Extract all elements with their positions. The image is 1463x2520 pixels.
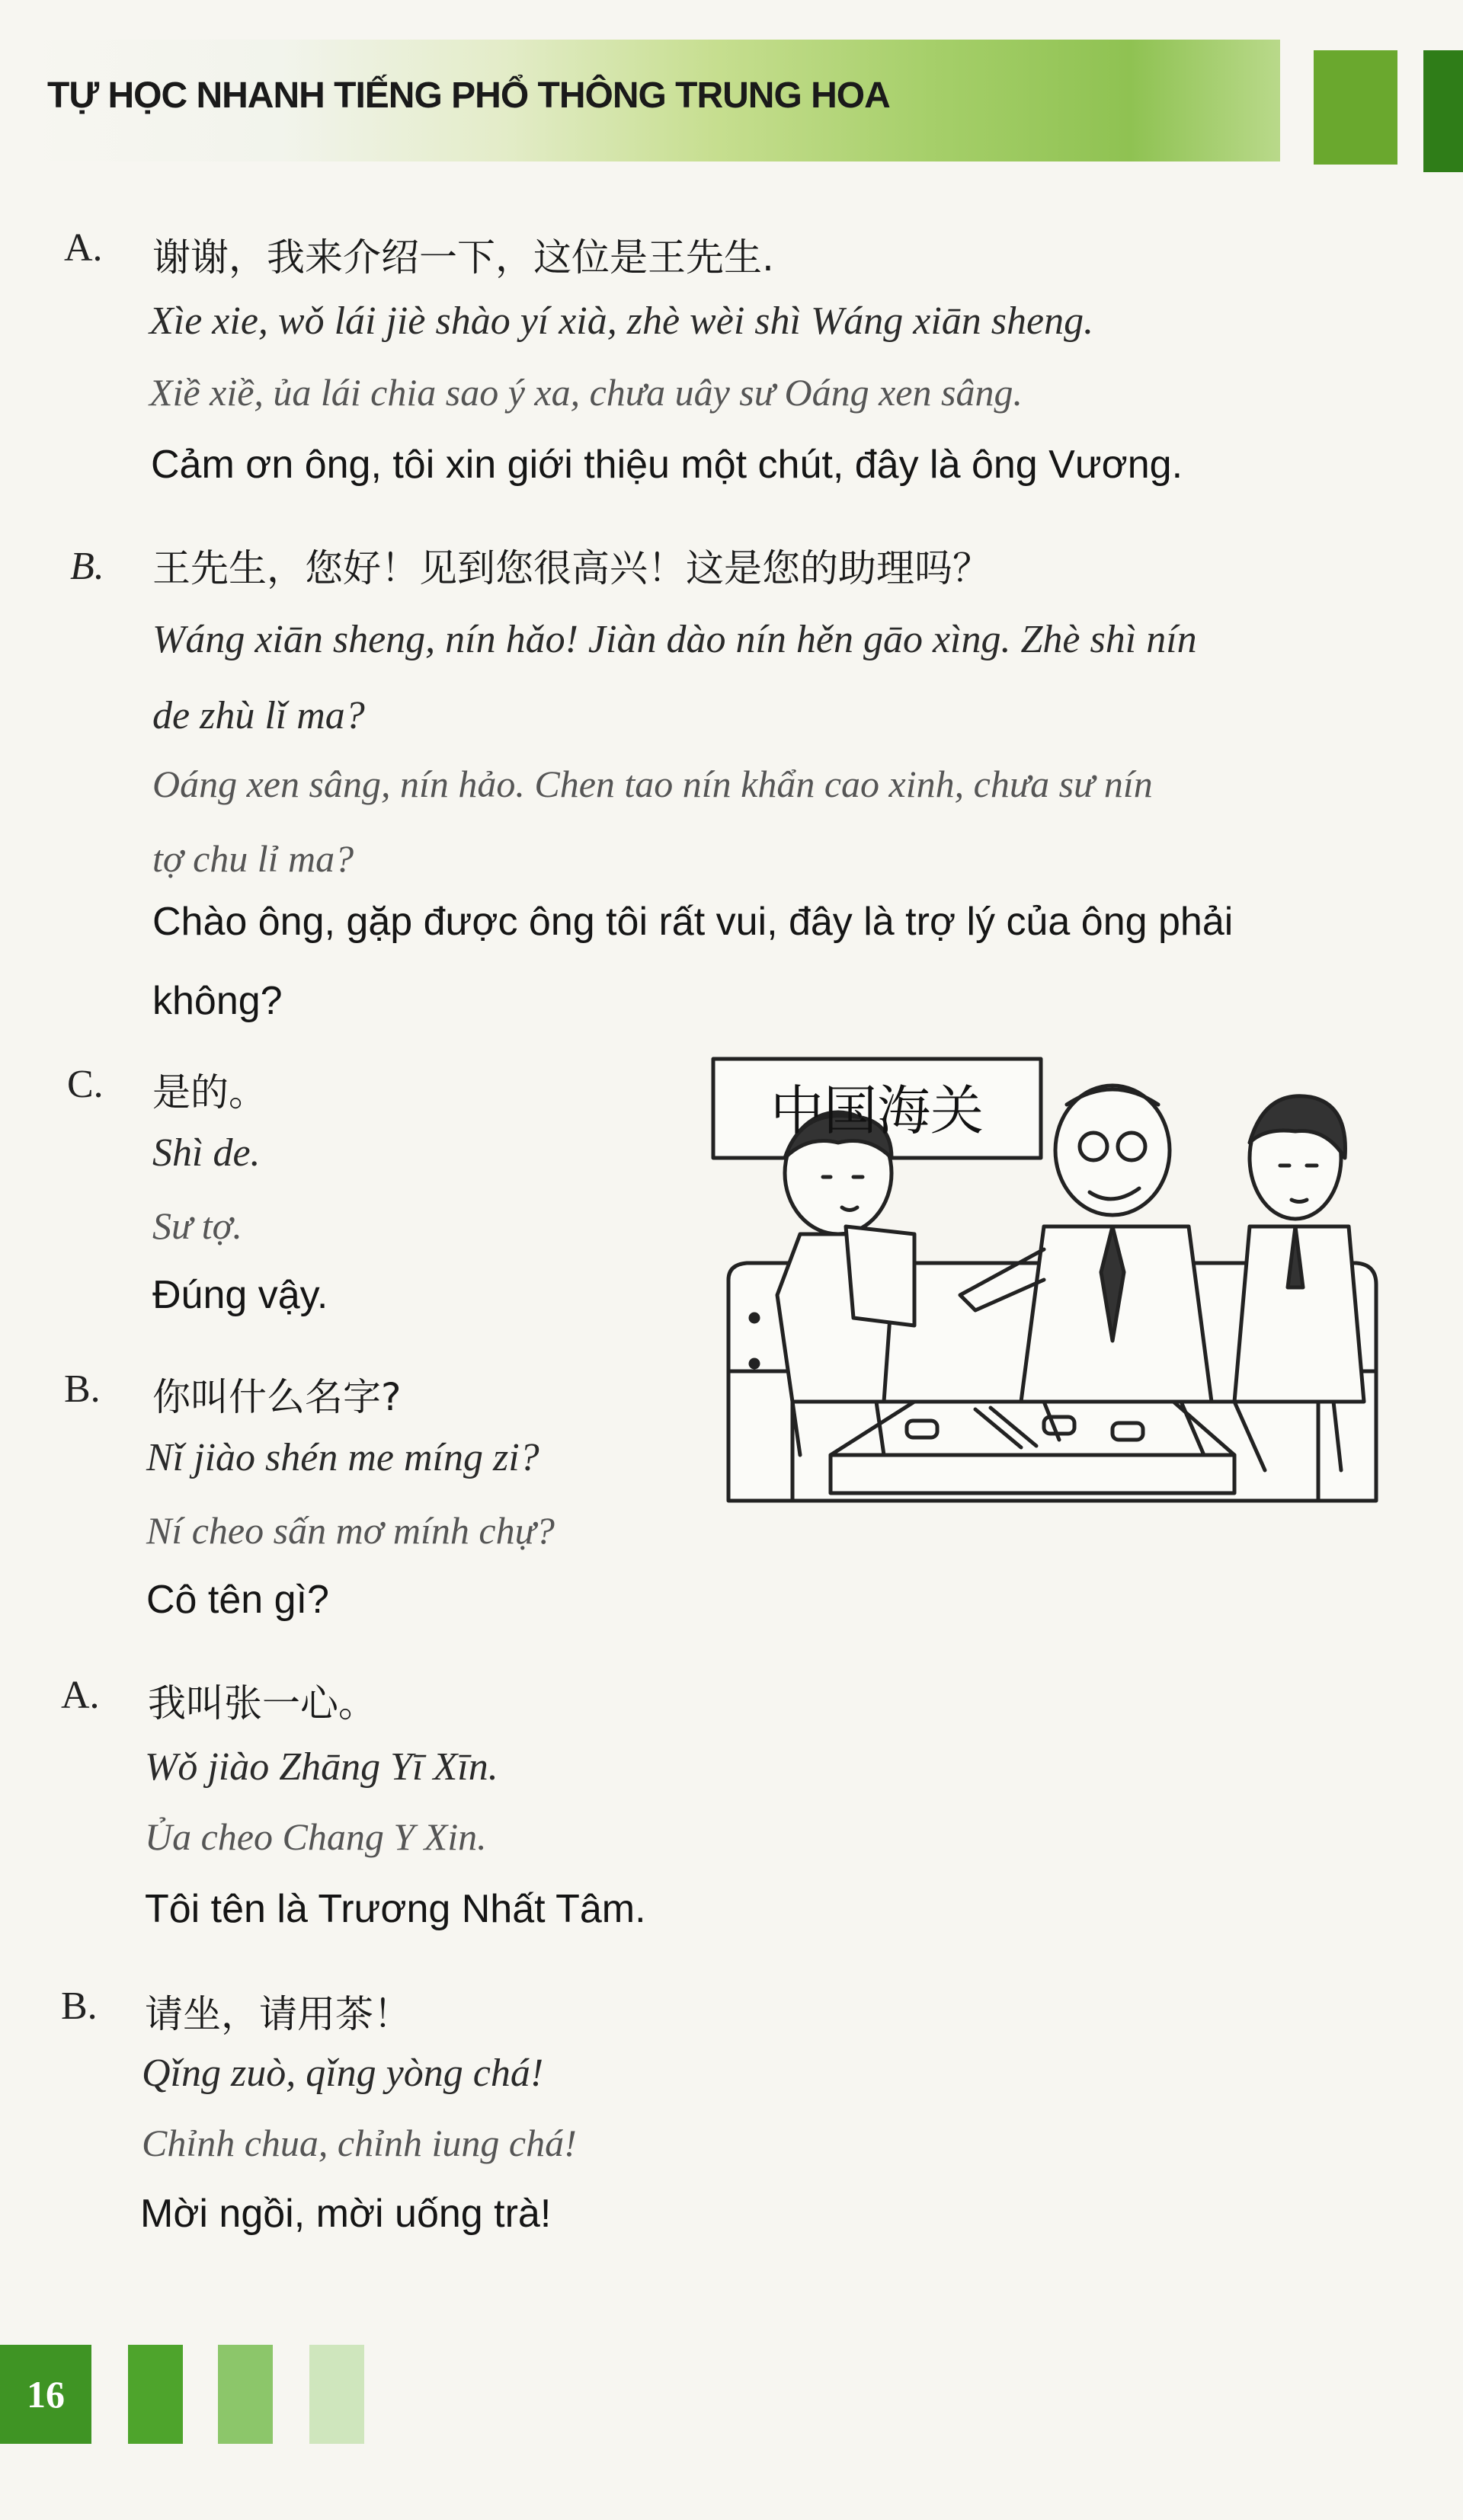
- chinese-line: 是的。: [152, 1070, 267, 1114]
- speaker-label: B.: [70, 545, 104, 588]
- vietnamese-line: Cảm ơn ông, tôi xin giới thiệu một chút, đây là ông Vương.: [151, 443, 1183, 487]
- phonetic-line: Ní cheo sấn mơ mính chự?: [146, 1509, 555, 1552]
- header-green-block: [1314, 50, 1397, 165]
- phonetic-line: Oáng xen sâng, nín hảo. Chen tao nín khẩn cao xinh, chưa sư nín: [152, 763, 1153, 805]
- speaker-label: C.: [67, 1063, 104, 1106]
- vietnamese-line: Đúng vậy.: [152, 1273, 328, 1317]
- speaker-label: A.: [64, 226, 103, 270]
- chinese-line: 我叫张一心。: [148, 1681, 376, 1725]
- chinese-line: 请坐，请用茶！: [145, 1992, 411, 2036]
- vietnamese-line-cont: không?: [152, 979, 283, 1023]
- pinyin-line: Nǐ jiào shén me míng zi?: [146, 1436, 539, 1479]
- speaker-label: B.: [64, 1367, 101, 1411]
- footer-mid-green-block: [218, 2345, 273, 2444]
- pinyin-line: Wáng xiān sheng, nín hǎo! Jiàn dào nín hěn gāo xìng. Zhè shì nín: [152, 618, 1197, 661]
- phonetic-line: Sư tợ.: [152, 1204, 242, 1247]
- pinyin-line: Shì de.: [152, 1131, 261, 1175]
- chinese-line: 王先生，您好！见到您很高兴！这是您的助理吗？: [152, 546, 991, 590]
- pinyin-line-cont: de zhù lǐ ma?: [152, 694, 365, 737]
- vietnamese-line: Tôi tên là Trương Nhất Tâm.: [145, 1887, 646, 1931]
- pinyin-line: Xìe xie, wǒ lái jiè shào yí xià, zhè wèi shì Wáng xiān sheng.: [149, 299, 1094, 343]
- phonetic-line: Chỉnh chua, chỉnh iung chá!: [142, 2122, 577, 2164]
- header-dark-green-block: [1423, 50, 1463, 172]
- chinese-line: 谢谢，我来介绍一下，这位是王先生.: [152, 235, 774, 280]
- phonetic-line-cont: tợ chu lỉ ma?: [152, 837, 354, 880]
- pinyin-line: Qǐng zuò, qǐng yòng chá!: [142, 2051, 544, 2095]
- vietnamese-line: Cô tên gì?: [146, 1578, 329, 1622]
- pinyin-line: Wǒ jiào Zhāng Yī Xīn.: [145, 1745, 498, 1789]
- phonetic-line: Ủa cheo Chang Y Xin.: [145, 1815, 487, 1858]
- vietnamese-line: Mời ngồi, mời uống trà!: [140, 2192, 552, 2236]
- speaker-label: A.: [61, 1674, 100, 1717]
- vietnamese-line: Chào ông, gặp được ông tôi rất vui, đây là trợ lý của ông phải: [152, 900, 1234, 944]
- book-title: TỰ HỌC NHANH TIẾNG PHỔ THÔNG TRUNG HOA: [47, 75, 890, 116]
- speaker-label: B.: [61, 1984, 98, 2028]
- sign-text: 中国海关: [770, 1079, 984, 1142]
- customs-meeting-illustration: [686, 1044, 1433, 1562]
- footer-green-block: [128, 2345, 183, 2444]
- chinese-line: 你叫什么名字?: [152, 1375, 402, 1419]
- footer-light-green-block: [309, 2345, 364, 2444]
- page-number: 16: [0, 2345, 91, 2444]
- phonetic-line: Xiề xiề, ủa lái chia sao ý xa, chưa uây sư Oáng xen sâng.: [149, 371, 1023, 414]
